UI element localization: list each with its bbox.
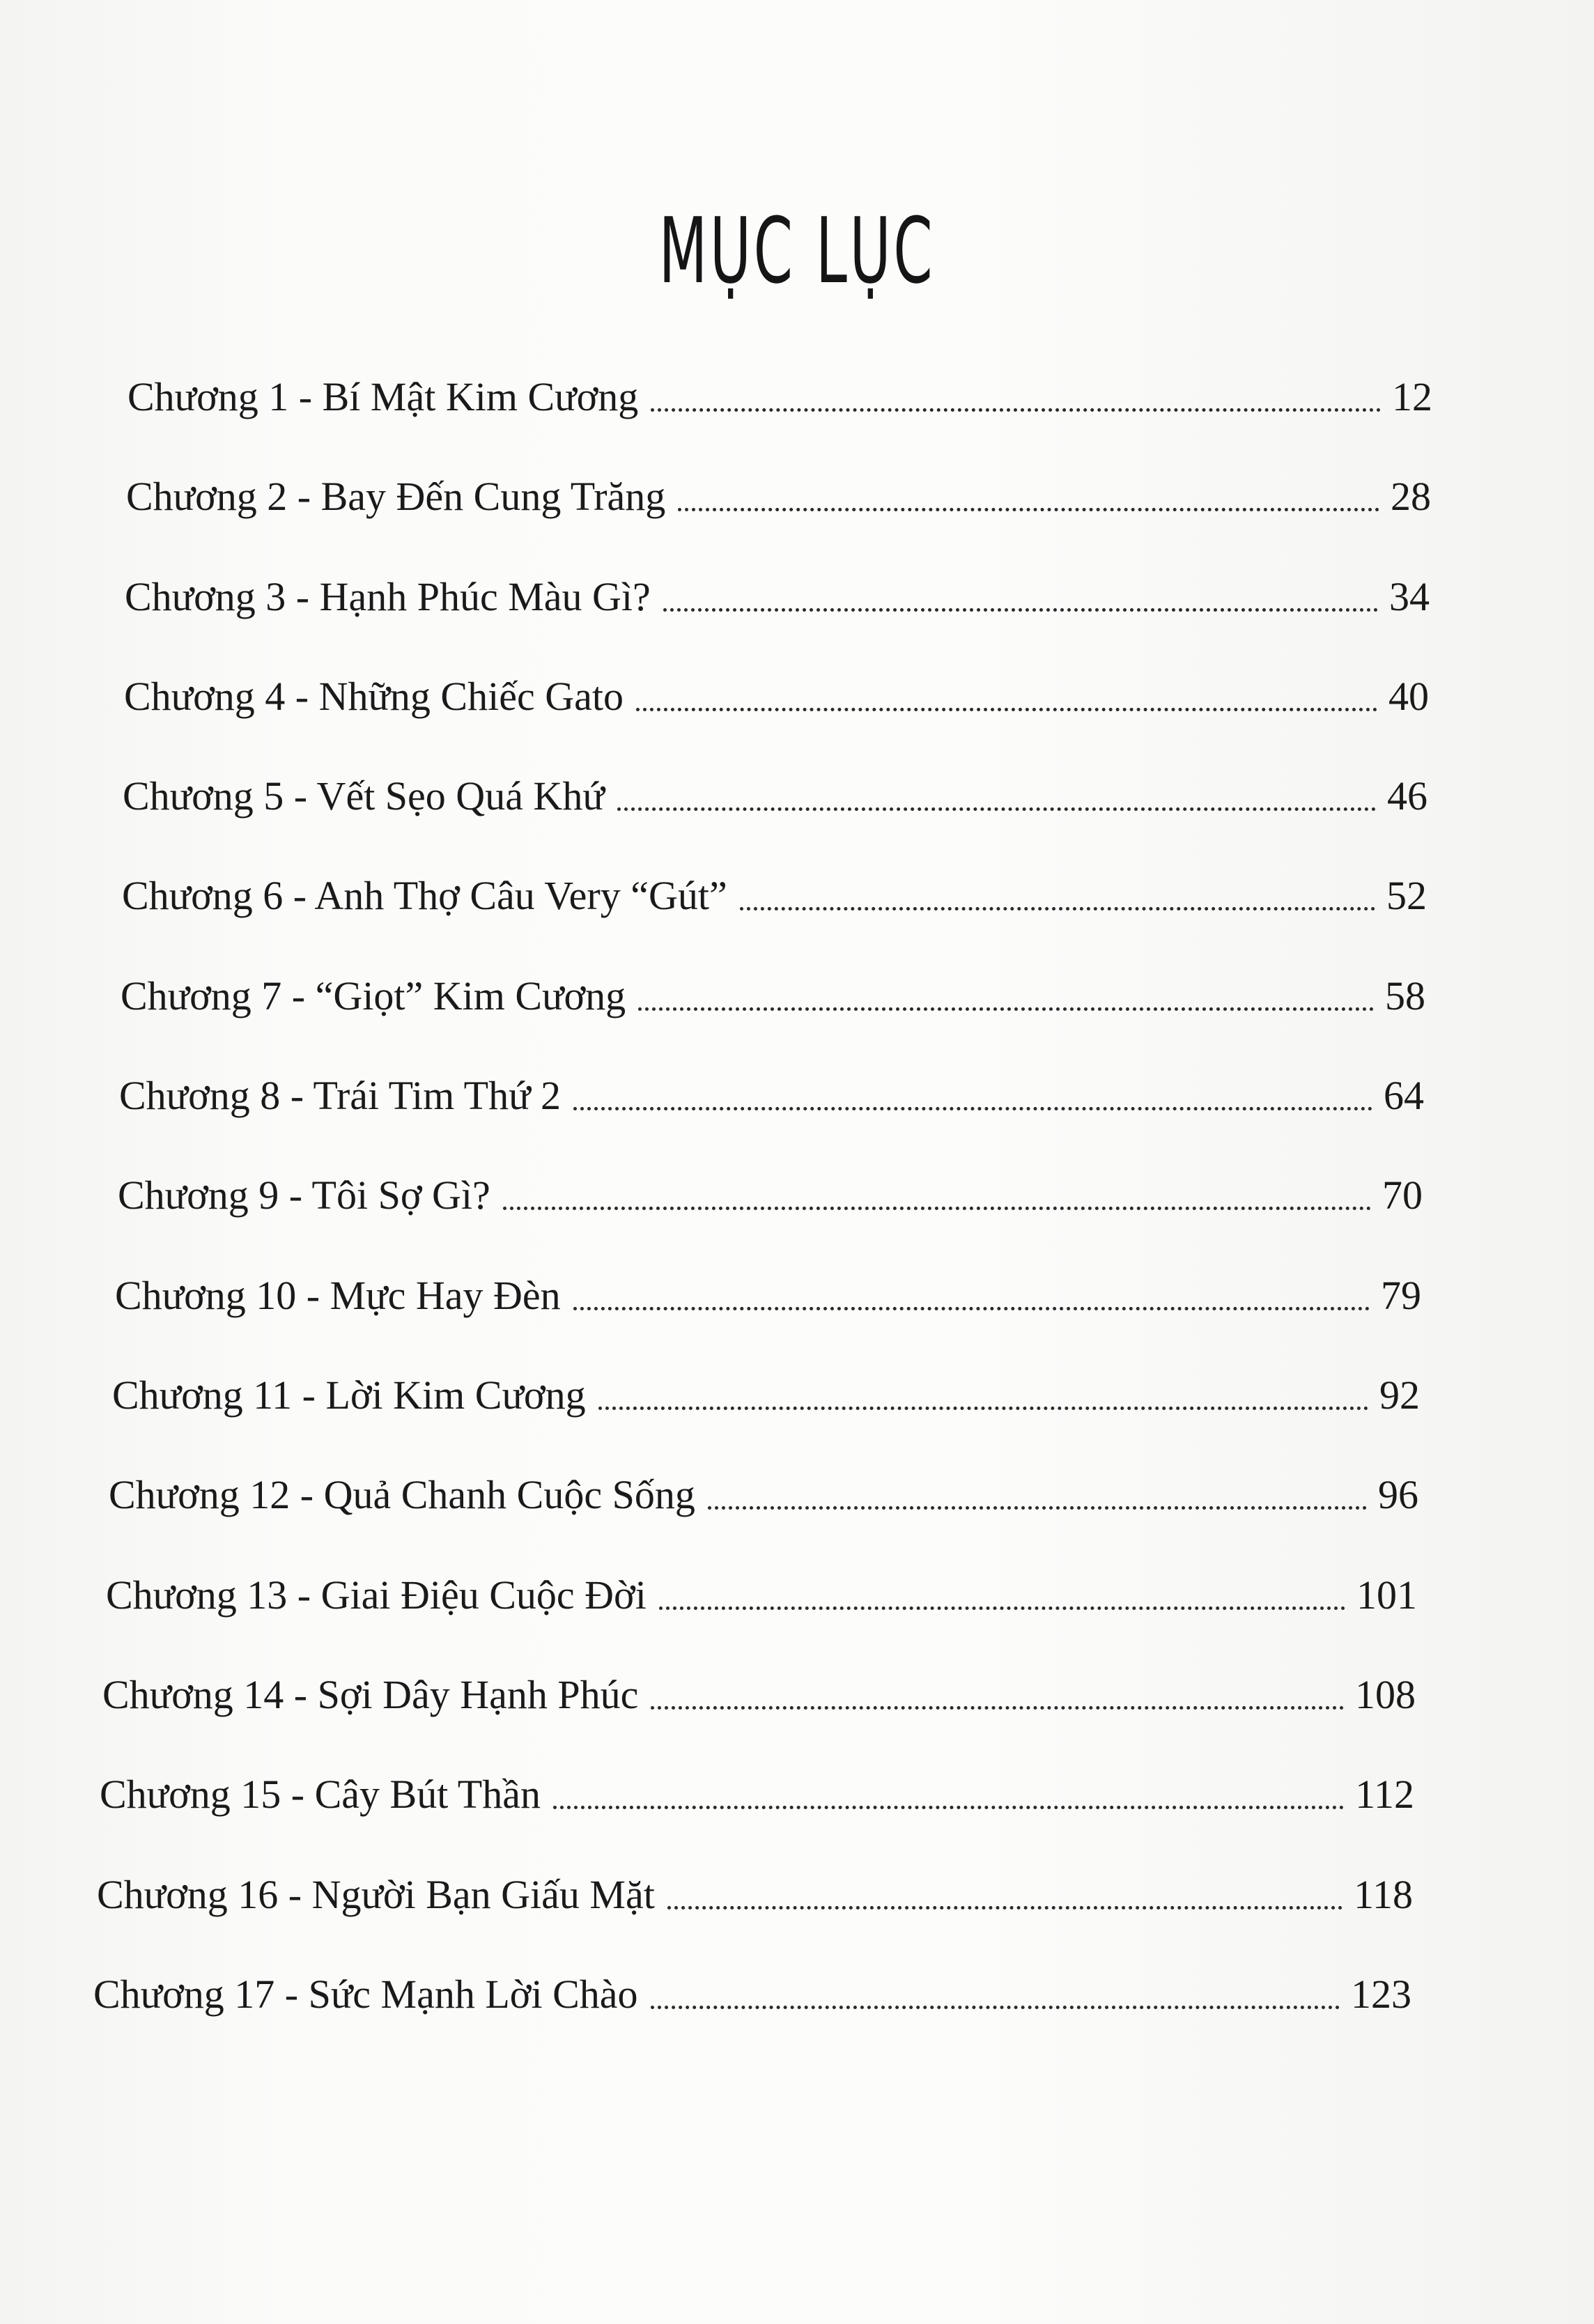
toc-entry-6 [122,865,1427,927]
dot-leader [708,1506,1367,1510]
toc-entry-label: Chương 16 - Người Bạn Giấu Mặt [97,1872,655,1917]
dot-leader [638,1007,1374,1011]
toc-entry-label: Chương 2 - Bay Đến Cung Trăng [126,474,666,519]
toc-entry-4 [124,665,1429,728]
toc-entry-label: Chương 13 - Giai Điệu Cuộc Đời [106,1572,647,1618]
dot-leader [598,1407,1368,1410]
toc-entry-12 [109,1464,1418,1526]
toc-entry-label: Chương 6 - Anh Thợ Câu Very “Gút” [122,873,727,918]
toc-entry-10 [115,1264,1421,1327]
toc-entry-13 [106,1564,1417,1627]
dot-leader [663,608,1378,612]
toc-entry-page: 118 [1354,1872,1413,1917]
dot-leader [659,1606,1345,1610]
dot-leader [667,1906,1342,1909]
dot-leader [503,1207,1371,1210]
toc-entry-label: Chương 8 - Trái Tim Thứ 2 [119,1073,562,1118]
toc-entry-page: 96 [1378,1472,1418,1517]
toc-entry-1 [127,366,1432,428]
toc-entry-page: 70 [1382,1172,1423,1218]
toc-entry-9 [118,1164,1423,1227]
toc-entry-page: 123 [1351,1971,1411,2017]
toc-entry-7 [121,965,1425,1028]
toc-entry-label: Chương 11 - Lời Kim Cương [112,1372,586,1418]
toc-entry-page: 28 [1391,474,1431,519]
dot-leader [651,2006,1340,2009]
toc-entry-page: 79 [1381,1273,1421,1318]
toc-entry-2 [126,465,1431,528]
toc-entry-17 [93,1963,1411,2026]
toc-entry-8 [119,1064,1424,1127]
toc-entry-page: 40 [1388,674,1429,719]
toc-entry-page: 112 [1355,1772,1414,1817]
toc-entry-label: Chương 14 - Sợi Dây Hạnh Phúc [102,1672,639,1717]
toc-entry-page: 52 [1386,873,1427,918]
toc-entry-page: 46 [1387,773,1427,819]
toc-entry-label: Chương 9 - Tôi Sợ Gì? [118,1172,490,1218]
toc-entry-label: Chương 17 - Sức Mạnh Lời Chào [93,1971,638,2017]
dot-leader [651,1706,1344,1710]
toc-entry-14 [102,1664,1416,1726]
toc-entry-11 [112,1364,1420,1427]
dot-leader [678,508,1379,511]
dot-leader [636,708,1377,711]
toc-entry-page: 64 [1384,1073,1424,1118]
toc-entry-page: 101 [1356,1572,1417,1618]
toc-entry-label: Chương 1 - Bí Mật Kim Cương [127,374,639,419]
dot-leader [573,1307,1370,1310]
dot-leader [651,408,1381,412]
dot-leader [740,907,1375,911]
toc-entry-5 [123,765,1427,828]
toc-entry-page: 58 [1385,973,1425,1018]
toc-entry-label: Chương 12 - Quả Chanh Cuộc Sống [109,1472,695,1517]
toc-entry-page: 92 [1379,1372,1420,1418]
toc-entry-page: 108 [1355,1672,1416,1717]
dot-leader [553,1806,1344,1809]
toc-entry-label: Chương 3 - Hạnh Phúc Màu Gì? [125,574,651,619]
page-title: MỤC LỤC [658,198,936,304]
dot-leader [573,1107,1372,1110]
toc-entry-label: Chương 15 - Cây Bút Thần [100,1772,541,1817]
toc-entry-label: Chương 4 - Những Chiếc Gato [124,674,624,719]
toc-entry-label: Chương 7 - “Giọt” Kim Cương [121,973,626,1018]
toc-entry-3 [125,566,1430,628]
toc-entry-label: Chương 5 - Vết Sẹo Quá Khứ [123,773,605,819]
toc-entry-page: 12 [1392,374,1432,419]
toc-entry-label: Chương 10 - Mực Hay Đèn [115,1273,561,1318]
toc-entry-16 [97,1864,1413,1926]
toc-entry-page: 34 [1389,574,1430,619]
dot-leader [617,807,1376,811]
toc-entry-15 [100,1763,1414,1826]
